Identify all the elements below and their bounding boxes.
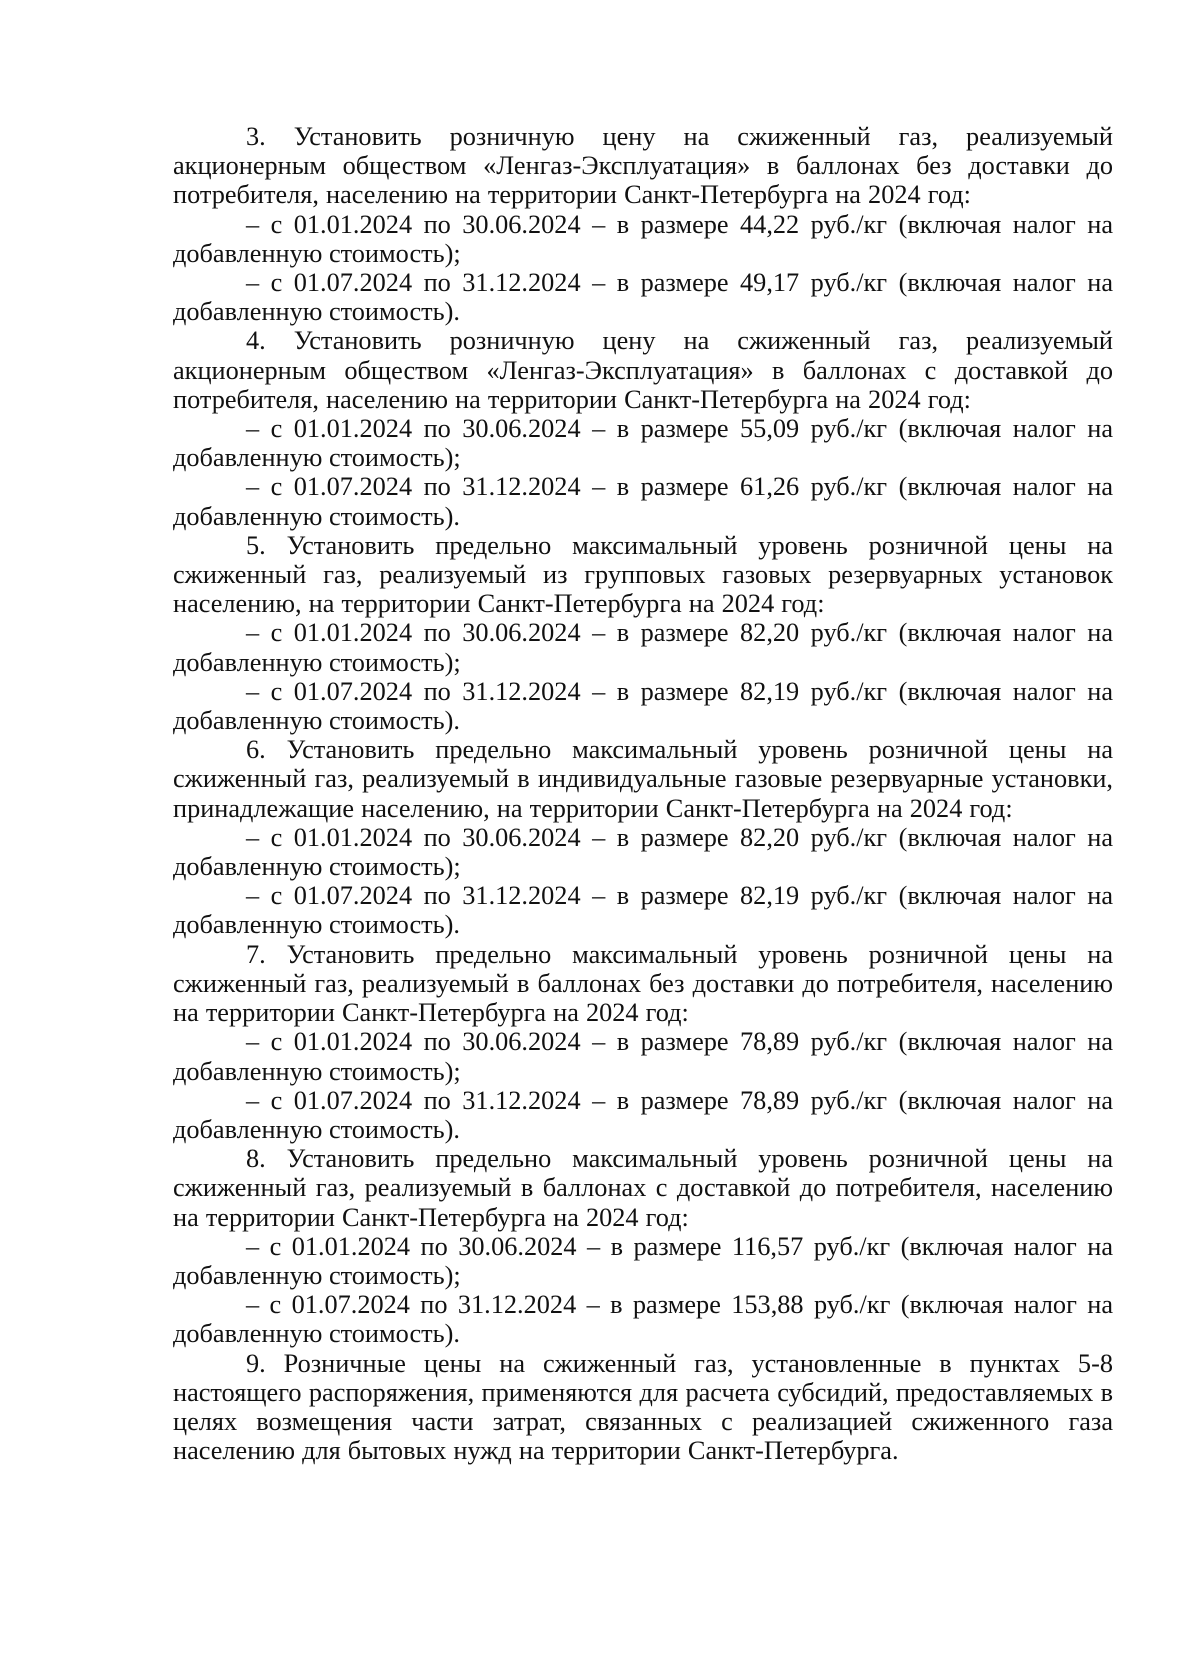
- paragraph-7: 7. Установить предельно максимальный уровень розничной цены на сжиженный газ, реализуемый в баллонах без доставки до потребителя, населению на территории Санкт-Петербурга на 2024 год:: [173, 939, 1113, 1028]
- paragraph-3: 3. Установить розничную цену на сжиженный газ, реализуемый акционерным обществом «Ленгаз-Эксплуатация» в баллонах без доставки до потребителя, населению на территории Санкт-Петербурга на 2024 год:: [173, 122, 1113, 210]
- list-item: – с 01.01.2024 по 30.06.2024 – в размере 44,22 руб./кг (включая налог на добавленную стоимость);: [173, 209, 1113, 268]
- list-item: – с 01.07.2024 по 31.12.2024 – в размере 82,19 руб./кг (включая налог на добавленную стоимость).: [173, 676, 1113, 736]
- paragraph-4: 4. Установить розничную цену на сжиженный газ, реализуемый акционерным обществом «Ленгаз-Эксплуатация» в баллонах с доставкой до потребителя, населению на территории Санкт-Петербурга на 2024 год:: [173, 326, 1113, 414]
- list-item: – с 01.07.2024 по 31.12.2024 – в размере 82,19 руб./кг (включая налог на добавленную стоимость).: [173, 881, 1113, 940]
- paragraph-8: 8. Установить предельно максимальный уровень розничной цены на сжиженный газ, реализуемый в баллонах с доставкой до потребителя, населению на территории Санкт-Петербурга на 2024 год:: [173, 1144, 1113, 1232]
- list-item: – с 01.07.2024 по 31.12.2024 – в размере 153,88 руб./кг (включая налог на добавленную стоимость).: [173, 1290, 1113, 1349]
- list-item: – с 01.01.2024 по 30.06.2024 – в размере 82,20 руб./кг (включая налог на добавленную стоимость);: [173, 618, 1113, 677]
- document-page: [173, 122, 1113, 1465]
- list-item: – с 01.07.2024 по 31.12.2024 – в размере 49,17 руб./кг (включая налог на добавленную стоимость).: [173, 268, 1113, 327]
- list-item: – с 01.01.2024 по 30.06.2024 – в размере 82,20 руб./кг (включая налог на добавленную стоимость);: [173, 822, 1113, 882]
- paragraph-5: 5. Установить предельно максимальный уровень розничной цены на сжиженный газ, реализуемый из групповых газовых резервуарных установок населению, на территории Санкт-Петербурга на 2024 год:: [173, 530, 1113, 619]
- list-item: – с 01.01.2024 по 30.06.2024 – в размере 116,57 руб./кг (включая налог на добавленную стоимость);: [173, 1231, 1113, 1290]
- paragraph-9: 9. Розничные цены на сжиженный газ, установленные в пунктах 5-8 настоящего распоряжения, применяются для расчета субсидий, предоставляемых в целях возмещения части затрат, связанных с реализацией сжиженного газа населению для бытовых нужд на территории Санкт-Петербурга.: [173, 1348, 1113, 1466]
- list-item: – с 01.01.2024 по 30.06.2024 – в размере 78,89 руб./кг (включая налог на добавленную стоимость);: [173, 1027, 1113, 1086]
- list-item: – с 01.01.2024 по 30.06.2024 – в размере 55,09 руб./кг (включая налог на добавленную стоимость);: [173, 414, 1113, 473]
- list-item: – с 01.07.2024 по 31.12.2024 – в размере 78,89 руб./кг (включая налог на добавленную стоимость).: [173, 1085, 1113, 1144]
- paragraph-6: 6. Установить предельно максимальный уровень розничной цены на сжиженный газ, реализуемый в индивидуальные газовые резервуарные установки, принадлежащие населению, на территории Санкт-Петербурга на 2024 год:: [173, 735, 1113, 823]
- list-item: – с 01.07.2024 по 31.12.2024 – в размере 61,26 руб./кг (включая налог на добавленную стоимость).: [173, 472, 1113, 531]
